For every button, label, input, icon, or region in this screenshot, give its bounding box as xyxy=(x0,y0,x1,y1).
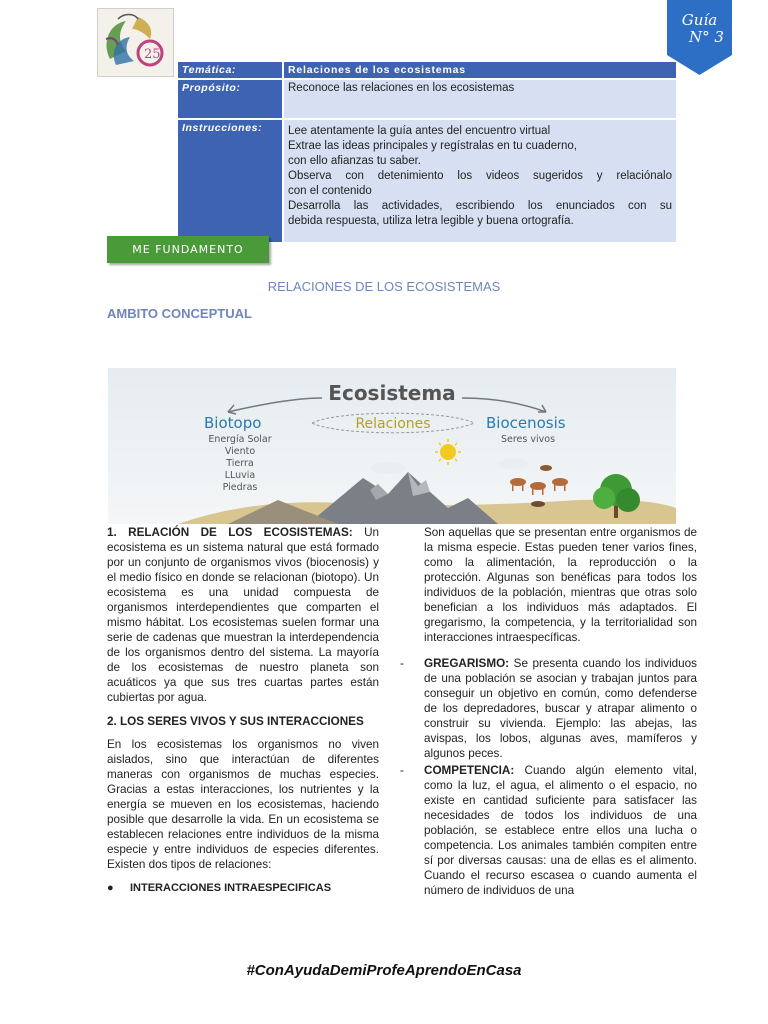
table-row-instrucciones xyxy=(178,119,676,242)
biocenosis-subtitle: Seres vivos xyxy=(500,434,556,445)
section-1-text: Un ecosistema es un sistema natural que está formado por un conjunto de organismos vivos (biocenosis) y el medio físico en donde se relacionan (biotopo). Un ecosistema es una unidad compuesta de organismos interdependientes que comparten el mismo hábitat. Los ecosistemas suelen formar una serie de cadenas que muestran la interdependencia de los organismos dentro del sistema. La mayoría de los ecosistemas de nuestro planeta son acuáticos ya que sus tres cuartas partes están cubiertas por agua. xyxy=(107,526,380,704)
section-1 xyxy=(107,525,379,705)
competencia-heading: COMPETENCIA: xyxy=(424,764,515,777)
competencia-item xyxy=(400,763,698,898)
proposito-value: Reconoce las relaciones en los ecosistemas xyxy=(283,79,676,119)
ecosystem-illustration xyxy=(108,368,676,524)
instruction-line: debida respuesta, utiliza letra legible y buena ortografía. xyxy=(288,215,574,227)
biotopo-item: Energía Solar xyxy=(208,434,272,445)
ecosystem-title: Ecosistema xyxy=(328,381,456,405)
section-subtitle: AMBITO CONCEPTUAL xyxy=(107,306,252,321)
table-row-proposito xyxy=(178,79,676,119)
footer-hashtag: #ConAyudaDemiProfeAprendoEnCasa xyxy=(246,962,522,979)
tematica-value: Relaciones de los ecosistemas xyxy=(283,62,676,79)
guide-label: Guía xyxy=(681,11,718,29)
gregarismo-text: Se presenta cuando los individuos de una población se asocian y trabajan juntos para conseguir un objetivo en común, como defenderse de los depredadores, buscar y atrapar alimento o construir su vivienda. Ejemplo: las abejas, las avispas, los lobos, algunas aves, mamíferos y algunos peces. xyxy=(424,657,698,760)
instruction-line: Lee atentamente la guía antes del encuentro virtual xyxy=(288,125,551,137)
instrucciones-label: Instrucciones: xyxy=(178,119,283,242)
instruction-line: Desarrolla las actividades, escribiendo los enunciados con su xyxy=(288,200,672,212)
gregarismo-heading: GREGARISMO: xyxy=(424,657,510,670)
info-table xyxy=(178,62,676,242)
bullet-item xyxy=(107,881,379,896)
competencia-text: Cuando algún elemento vital, como la luz, el agua, el alimento o el espacio, no existe en cantidad suficiente para satisfacer las necesidades de todos los individuos de una población, se establece entre ellos una lucha o competencia. Los animales también compiten entre sí por diversas causas: una de ellas es el alimento. Cuando el recurso escasea o cuando aumenta el número de individuos de una xyxy=(424,764,698,897)
competencia-paragraph xyxy=(424,763,697,898)
section-1-heading: 1. RELACIÓN DE LOS ECOSISTEMAS: xyxy=(107,526,353,539)
instruction-line: Observa con detenimiento los videos sugeridos y relaciónalo xyxy=(288,170,672,182)
instrucciones-value xyxy=(283,119,676,242)
school-logo xyxy=(97,8,174,77)
instruction-line: Extrae las ideas principales y regístralas en tu cuaderno, xyxy=(288,140,577,152)
biotopo-item: Tierra xyxy=(226,458,254,469)
section-2-text: En los ecosistemas los organismos no viven aislados, sino que interactúan de diferentes maneras con organismos de muchas especies. Gracias a estas interacciones, los nutrientes y la energía se mueven en los ecosistemas, haciendo posible que desarrolle la vida. En un ecosistema se establecen relaciones entre individuos de la misma especie y entre individuos de especies diferentes. Existen dos tipos de relaciones: xyxy=(107,738,379,871)
biotopo-item: Piedras xyxy=(222,482,258,493)
section-2-heading: 2. LOS SERES VIVOS Y SUS INTERACCIONES xyxy=(107,715,364,728)
svg-text:25: 25 xyxy=(144,47,161,62)
guide-number: N° 3 xyxy=(689,28,724,46)
tematica-label: Temática: xyxy=(178,62,283,79)
instruction-line: con el contenido xyxy=(288,185,372,197)
dash-marker: - xyxy=(400,657,404,670)
proposito-label: Propósito: xyxy=(178,79,283,119)
bullet-icon: ● xyxy=(107,882,114,894)
right-column xyxy=(400,525,698,898)
intraespecificas-text: Son aquellas que se presentan entre organismos de la misma especie. Estas pueden tener varios fines, como la alimentación, la reproducción o la protección. Algunas son benéficas para todos los individuos de la población, mientras que otras solo benefician a los individuos más adaptados. El gregarismo, la competencia, y la territorialidad son interacciones intraespecíficas. xyxy=(424,526,697,644)
guide-badge-text xyxy=(667,12,732,46)
gregarismo-paragraph xyxy=(424,656,697,761)
table-row-tematica xyxy=(178,62,676,79)
section-title: RELACIONES DE LOS ECOSISTEMAS xyxy=(267,279,501,294)
me-fundamento-button[interactable]: ME FUNDAMENTO xyxy=(107,236,269,263)
bullet-label: INTERACCIONES INTRAESPECIFICAS xyxy=(130,882,332,894)
biotopo-title: Biotopo xyxy=(204,414,262,432)
instruction-line: con ello afianzas tu saber. xyxy=(288,155,421,167)
left-column xyxy=(107,525,379,896)
biotopo-item: LLuvia xyxy=(224,470,256,481)
relaciones-label: Relaciones xyxy=(355,416,431,432)
biotopo-item: Viento xyxy=(224,446,256,457)
biocenosis-title: Biocenosis xyxy=(486,414,566,432)
gregarismo-item xyxy=(400,656,698,761)
dash-marker: - xyxy=(400,764,404,777)
